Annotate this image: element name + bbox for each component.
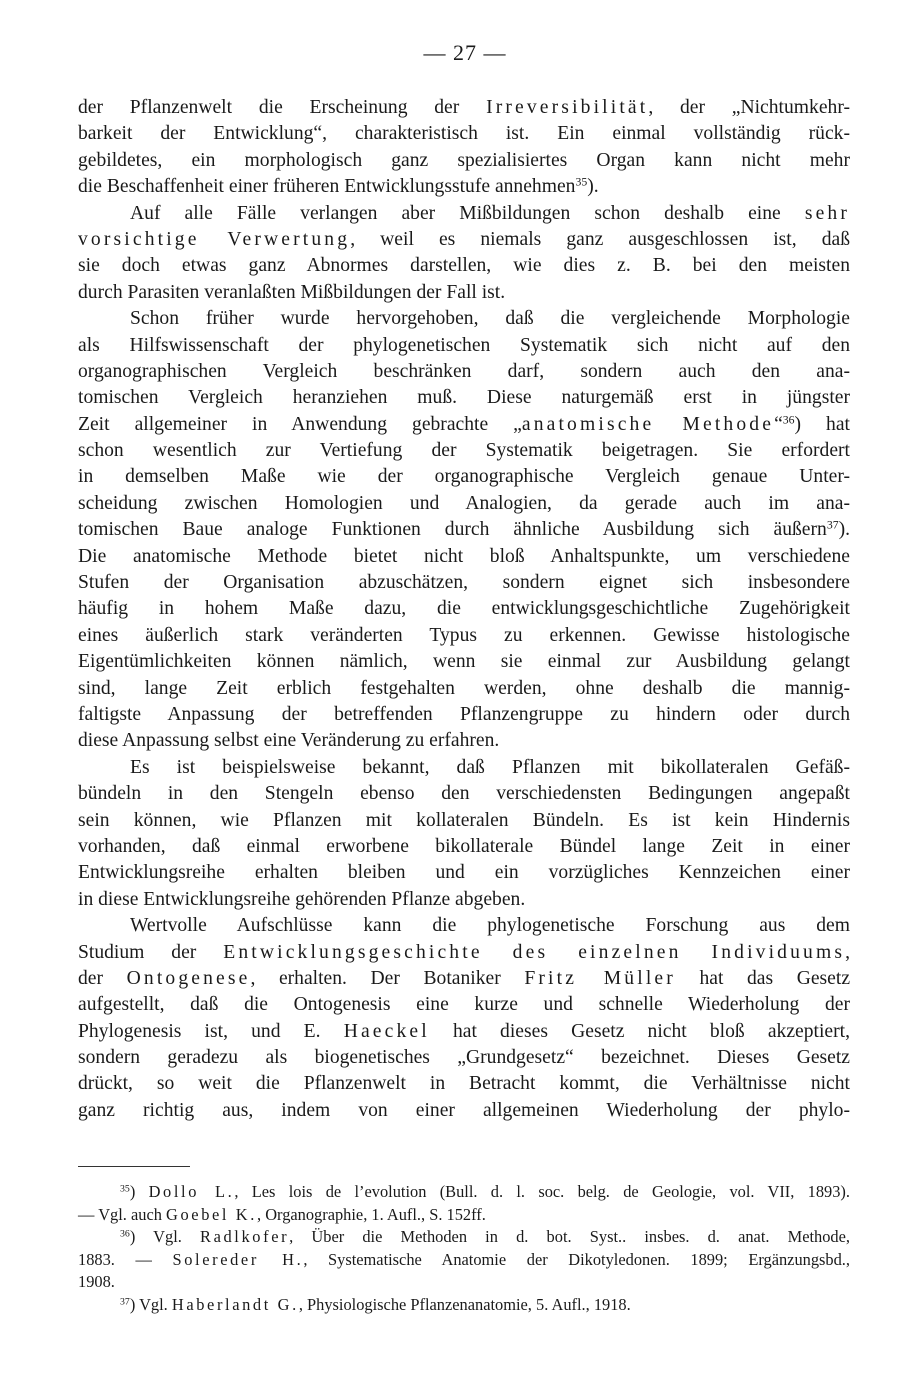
paragraph-start: Es ist beispielsweise bekannt, daß Pflanzen mit bikollateralen Gefäß- <box>130 756 850 778</box>
text-line: aufgestellt, daß die Ontogenesis eine kurze und schnelle Wiederholung der <box>78 994 850 1016</box>
footnote-line: 1908. <box>78 1272 115 1292</box>
spaced-emphasis: Haberlandt G. <box>171 1294 299 1314</box>
text-line: vorsichtige Verwertung, weil es niemals ganz ausgeschlossen ist, daß <box>78 228 850 250</box>
text-line: Die anatomische Methode bietet nicht bloß Anhaltspunkte, um verschiedene <box>78 545 850 567</box>
text-line: faltigste Anpassung der betreffenden Pflanzengruppe zu hindern oder durch <box>78 703 850 725</box>
text-line: scheidung zwischen Homologien und Analogien, da gerade auch im ana- <box>78 492 850 514</box>
text-line: organographischen Vergleich beschränken darf, sondern auch den ana- <box>78 360 850 382</box>
paragraph-start: Schon früher wurde hervorgehoben, daß die vergleichende Morphologie <box>130 308 850 330</box>
body-text <box>78 95 850 1124</box>
text-line: der Ontogenese, erhalten. Der Botaniker Fritz Müller hat das Gesetz <box>78 967 851 989</box>
footnote-line: — Vgl. auch Goebel K., Organographie, 1. Aufl., S. 152ff. <box>78 1204 486 1224</box>
footnote-number: 37 <box>120 1296 130 1308</box>
footnote-number: 35 <box>120 1183 130 1195</box>
footnote-ref: 37 <box>826 518 839 532</box>
text-line: gebildetes, ein morphologisch ganz spezialisiertes Organ kann nicht mehr <box>78 149 850 171</box>
spaced-emphasis: Entwicklungsgeschichte des einzelnen Individuums <box>223 941 846 963</box>
spaced-emphasis: vorsichtige Verwertung <box>78 228 351 250</box>
text-line: barkeit der Entwicklung“, charakteristisch ist. Ein einmal vollständig rück- <box>78 123 850 145</box>
footnote-37: $^{37}$) Vgl. Haberlandt G., Physiologische Pflanzenanatomie, 5. Aufl., 1918. <box>120 1294 631 1314</box>
footnote-36: $^{36}$) Vgl. Radlkofer, Über die Methoden in d. bot. Syst.. insbes. d. anat. Methode, <box>120 1227 850 1247</box>
text-line: schon wesentlich zur Vertiefung der Systematik beigetragen. Sie erfordert <box>78 440 850 462</box>
spaced-emphasis: Haeckel <box>343 1020 430 1042</box>
footnote-35: $^{35}$) Dollo L., Les lois de l’evolution (Bull. d. l. soc. belg. de Geologie, vol. VII, 1893). <box>120 1182 850 1201</box>
text-line: sondern geradezu als biogenetisches „Grundgesetz“ bezeichnet. Dieses Gesetz <box>78 1047 850 1069</box>
spaced-emphasis: Goebel K. <box>166 1204 257 1224</box>
text-line: tomischen Vergleich heranziehen muß. Diese naturgemäß erst in jüngster <box>78 387 850 409</box>
text-line: Studium der Entwicklungsgeschichte des einzelnen Individuums, <box>78 941 850 963</box>
footnote-ref: 36 <box>782 413 795 427</box>
text-line: die Beschaffenheit einer früheren Entwicklungsstufe annehmen$^{35}$). <box>78 175 599 198</box>
text-line: eines äußerlich stark veränderten Typus zu erkennen. Gewisse histologische <box>78 624 850 646</box>
footnote-line: 1883. — Solereder H., Systematische Anatomie der Dikotyledonen. 1899; Ergänzungsbd., <box>78 1249 850 1269</box>
text-line: als Hilfswissenschaft der phylogenetischen Systematik sich nicht auf den <box>78 334 850 356</box>
spaced-emphasis: Radlkofer <box>200 1227 290 1247</box>
text-line: drückt, so weit die Pflanzenwelt in Betracht kommt, die Verhältnisse nicht <box>78 1073 850 1095</box>
text-line: in diese Entwicklungsreihe gehörenden Pflanze abgeben. <box>78 888 526 910</box>
text-line: ganz richtig aus, indem von einer allgemeinen Wiederholung der phylo- <box>78 1099 850 1121</box>
text-line: Entwicklungsreihe erhalten bleiben und ein vorzügliches Kennzeichen einer <box>78 862 850 884</box>
spaced-emphasis: Dollo L. <box>148 1182 235 1201</box>
text-line: vorhanden, daß einmal erworbene bikollaterale Bündel lange Zeit in einer <box>78 835 850 857</box>
text-line: Stufen der Organisation abzuschätzen, sondern eignet sich insbesondere <box>78 572 850 594</box>
text-line: tomischen Baue analoge Funktionen durch ähnliche Ausbildung sich äußern$^{37}$). <box>78 518 850 541</box>
text-line: bündeln in den Stengeln ebenso den verschiedensten Bedingungen angepaßt <box>78 783 850 805</box>
spaced-emphasis: sehr <box>804 202 850 224</box>
spaced-emphasis: Irreversibilität <box>486 97 649 118</box>
text-line: Phylogenesis ist, und E. Haeckel hat dieses Gesetz nicht bloß akzeptiert, <box>78 1020 850 1042</box>
text-line: diese Anpassung selbst eine Veränderung zu erfahren. <box>78 730 500 752</box>
spaced-emphasis: Ontogenese <box>126 967 251 989</box>
text-line: durch Parasiten veranlaßten Mißbildungen der Fall ist. <box>78 281 506 303</box>
text-line: Eigentümlichkeiten können nämlich, wenn sie einmal zur Ausbildung gelangt <box>78 651 850 673</box>
paragraph-start: Wertvolle Aufschlüsse kann die phylogenetische Forschung aus dem <box>130 915 850 937</box>
page-number: — 27 — <box>423 40 507 65</box>
footnote-ref: 35 <box>575 175 588 189</box>
spaced-emphasis: Solereder H. <box>172 1249 304 1269</box>
text-line: Zeit allgemeiner in Anwendung gebrachte „anatomische Methode“$^{36}$) hat <box>78 413 850 435</box>
spaced-emphasis: Fritz Müller <box>524 967 676 989</box>
text-line: sein können, wie Pflanzen mit kollateralen Bündeln. Es ist kein Hindernis <box>78 809 850 831</box>
text-line: sie doch etwas ganz Abnormes darstellen, wie dies z. B. bei den meisten <box>78 255 850 277</box>
footnote-divider <box>78 1166 190 1167</box>
footnotes <box>78 1181 850 1317</box>
text-line: in demselben Maße wie der organographische Vergleich genaue Unter- <box>78 466 850 488</box>
text-line: häufig in hohem Maße dazu, die entwicklungsgeschichtliche Zugehörigkeit <box>78 598 850 620</box>
footnote-number: 36 <box>120 1228 130 1240</box>
text-line: sind, lange Zeit erblich festgehalten werden, ohne deshalb die mannig- <box>78 677 850 699</box>
spaced-emphasis: anatomische Methode <box>521 413 775 435</box>
paragraph-start: Auf alle Fälle verlangen aber Mißbildungen schon deshalb eine sehr <box>130 202 850 224</box>
text-line: der Pflanzenwelt die Erscheinung der Irreversibilität, der „Nichtumkehr- <box>78 97 850 118</box>
